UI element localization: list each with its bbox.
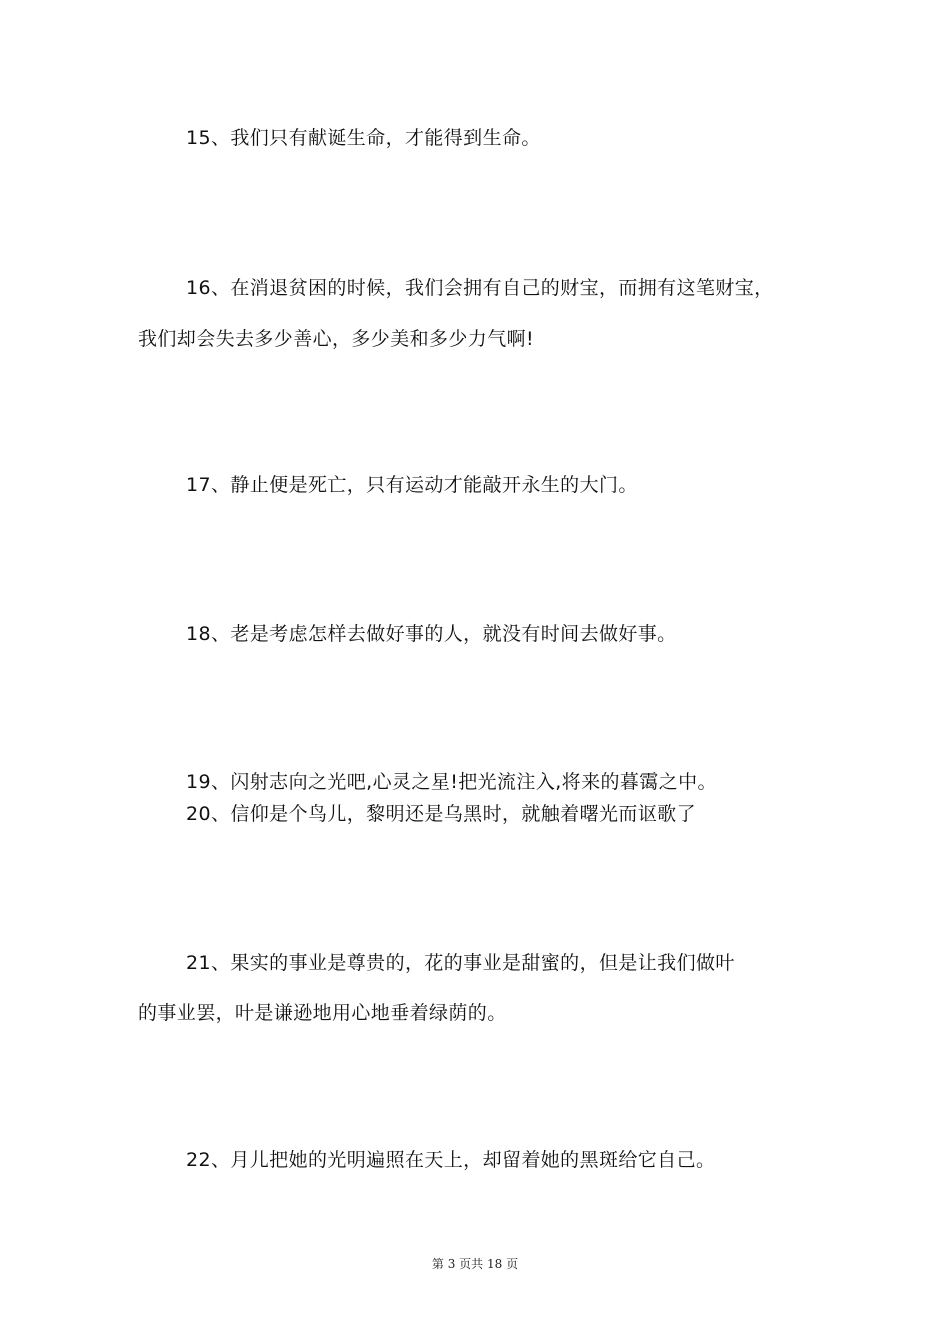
quote-16-line-2: 我们却会失去多少善心，多少美和多少力气啊! xyxy=(138,328,535,350)
quote-20: 20、信仰是个鸟儿，黎明还是乌黑时，就触着曙光而讴歌了 xyxy=(186,803,696,825)
quote-18: 18、老是考虑怎样去做好事的人，就没有时间去做好事。 xyxy=(186,623,677,645)
quote-16-line-1: 16、在消退贫困的时候，我们会拥有自己的财宝，而拥有这笔财宝， xyxy=(186,277,774,299)
quote-19: 19、闪射志向之光吧,心灵之星!把光流注入,将来的暮霭之中。 xyxy=(186,771,717,793)
quote-21-line-2: 的事业罢，叶是谦逊地用心地垂着绿荫的。 xyxy=(138,1002,507,1024)
page-number-footer: 第 3 页共 18 页 xyxy=(431,1257,519,1271)
quote-15: 15、我们只有献诞生命，才能得到生命。 xyxy=(186,127,541,149)
quote-17: 17、静止便是死亡，只有运动才能敲开永生的大门。 xyxy=(186,474,638,496)
quote-22: 22、月儿把她的光明遍照在天上，却留着她的黑斑给它自己。 xyxy=(186,1149,716,1171)
quote-21-line-1: 21、果实的事业是尊贵的，花的事业是甜蜜的，但是让我们做叶 xyxy=(186,952,735,974)
